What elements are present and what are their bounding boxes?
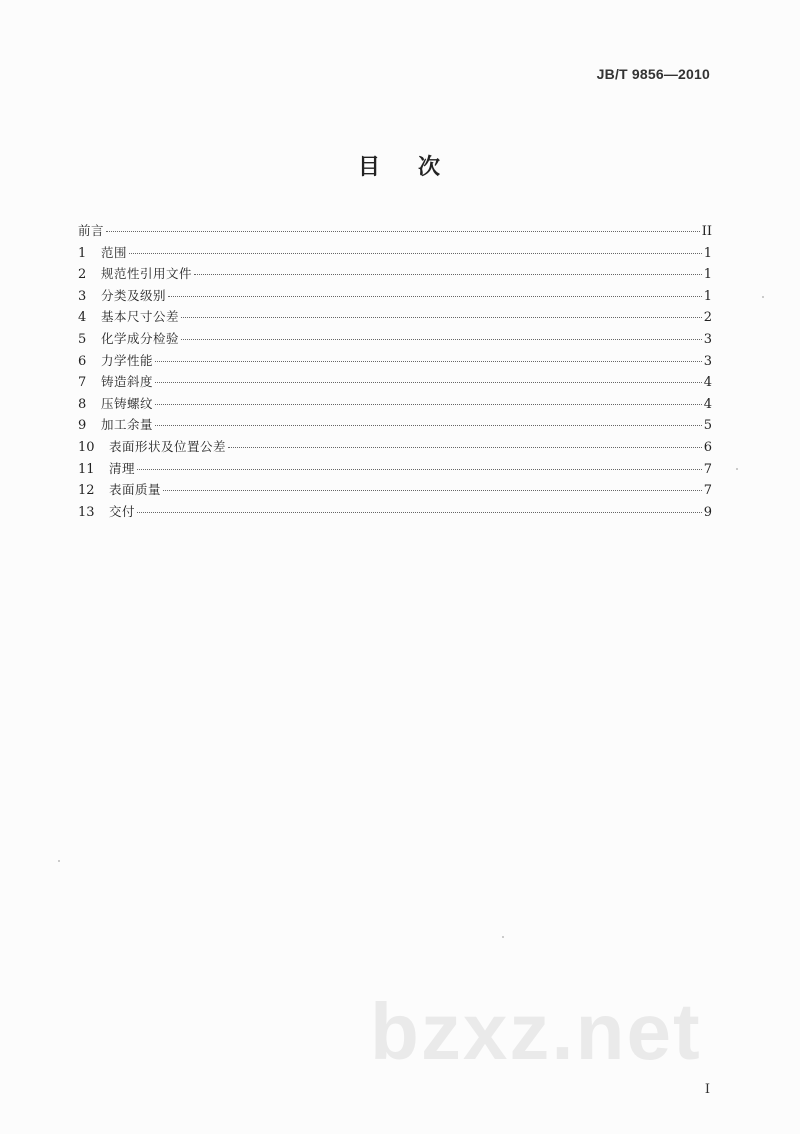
toc-entry-12[interactable] <box>78 480 712 502</box>
toc-entry-label: 表面形状及位置公差 <box>109 438 227 454</box>
toc-entry-number: 13 <box>78 504 95 520</box>
toc-entry-number: 2 <box>78 267 87 283</box>
toc-entry-label: 力学性能 <box>101 352 154 368</box>
toc-entry-page: 2 <box>703 310 712 326</box>
toc-entry-page: II <box>701 224 712 239</box>
toc-leader <box>155 361 702 362</box>
toc-entry-4[interactable] <box>78 307 712 329</box>
toc-entry-label: 压铸螺纹 <box>101 395 154 411</box>
toc-entry-number: 6 <box>78 353 87 369</box>
toc-leader <box>155 425 702 426</box>
toc-entry-page: 5 <box>703 418 712 434</box>
toc-title <box>0 150 800 181</box>
toc-entry-number: 4 <box>78 310 87 326</box>
toc-entry-5[interactable] <box>78 329 712 351</box>
toc-entry-page: 1 <box>703 245 712 261</box>
table-of-contents <box>78 221 712 523</box>
toc-entry-number: 12 <box>78 483 95 499</box>
toc-entry-13[interactable] <box>78 502 712 524</box>
toc-leader <box>106 231 700 232</box>
toc-entry-page: 6 <box>703 439 712 455</box>
toc-leader <box>181 317 702 318</box>
toc-leader <box>155 404 702 405</box>
toc-entry-page: 7 <box>703 483 712 499</box>
toc-entry-7[interactable] <box>78 372 712 394</box>
toc-entry-number: 5 <box>78 331 87 347</box>
toc-entry-label: 前言 <box>78 223 105 238</box>
toc-entry-10[interactable] <box>78 437 712 459</box>
toc-leader <box>163 490 702 491</box>
toc-entry-label: 范围 <box>101 244 128 260</box>
toc-entry-page: 1 <box>703 288 712 304</box>
toc-entry-page: 4 <box>703 375 712 391</box>
toc-leader <box>155 382 702 383</box>
toc-entry-number: 8 <box>78 396 87 412</box>
scan-speck <box>58 860 60 862</box>
toc-title-char-2: 次 <box>418 155 443 180</box>
toc-entry-number: 11 <box>78 461 95 477</box>
toc-entry-label: 基本尺寸公差 <box>101 309 180 325</box>
toc-entry-page: 3 <box>703 331 712 347</box>
toc-entry-label: 分类及级别 <box>101 287 167 303</box>
toc-leader <box>129 253 702 254</box>
toc-leader <box>137 469 702 470</box>
toc-leader <box>168 296 702 297</box>
toc-entry-2[interactable] <box>78 264 712 286</box>
toc-leader <box>181 339 702 340</box>
watermark: bzxz.net <box>370 987 702 1076</box>
toc-entry-label: 清理 <box>109 460 136 476</box>
toc-entry-3[interactable] <box>78 286 712 308</box>
toc-entry-number: 7 <box>78 375 87 391</box>
toc-entry-label: 加工余量 <box>101 417 154 433</box>
toc-title-char-1: 目 <box>357 155 382 180</box>
page-number: I <box>704 1082 710 1097</box>
toc-entry-1[interactable] <box>78 243 712 265</box>
toc-leader <box>228 447 702 448</box>
toc-entry-page: 1 <box>703 267 712 283</box>
toc-entry-11[interactable] <box>78 459 712 481</box>
toc-entry-number: 1 <box>78 245 87 261</box>
toc-entry-label: 铸造斜度 <box>101 374 154 390</box>
toc-entry-page: 4 <box>703 396 712 412</box>
toc-leader <box>194 274 702 275</box>
toc-entry-label: 化学成分检验 <box>101 330 180 346</box>
scan-speck <box>736 468 738 470</box>
toc-entry-number: 3 <box>78 288 87 304</box>
toc-leader <box>137 512 702 513</box>
toc-entry-number: 10 <box>78 439 95 455</box>
toc-entry-label: 表面质量 <box>109 482 162 498</box>
toc-entry-label: 交付 <box>109 503 136 519</box>
toc-entry-preface[interactable] <box>78 221 712 243</box>
toc-entry-page: 7 <box>703 461 712 477</box>
toc-entry-number: 9 <box>78 418 87 434</box>
toc-entry-label: 规范性引用文件 <box>101 266 193 282</box>
toc-entry-page: 9 <box>703 504 712 520</box>
toc-entry-6[interactable] <box>78 351 712 373</box>
toc-entry-page: 3 <box>703 353 712 369</box>
toc-entry-9[interactable] <box>78 415 712 437</box>
toc-entry-8[interactable] <box>78 394 712 416</box>
standard-code: JB/T 9856—2010 <box>596 66 710 82</box>
scan-speck <box>502 936 504 938</box>
scan-speck <box>762 296 764 298</box>
